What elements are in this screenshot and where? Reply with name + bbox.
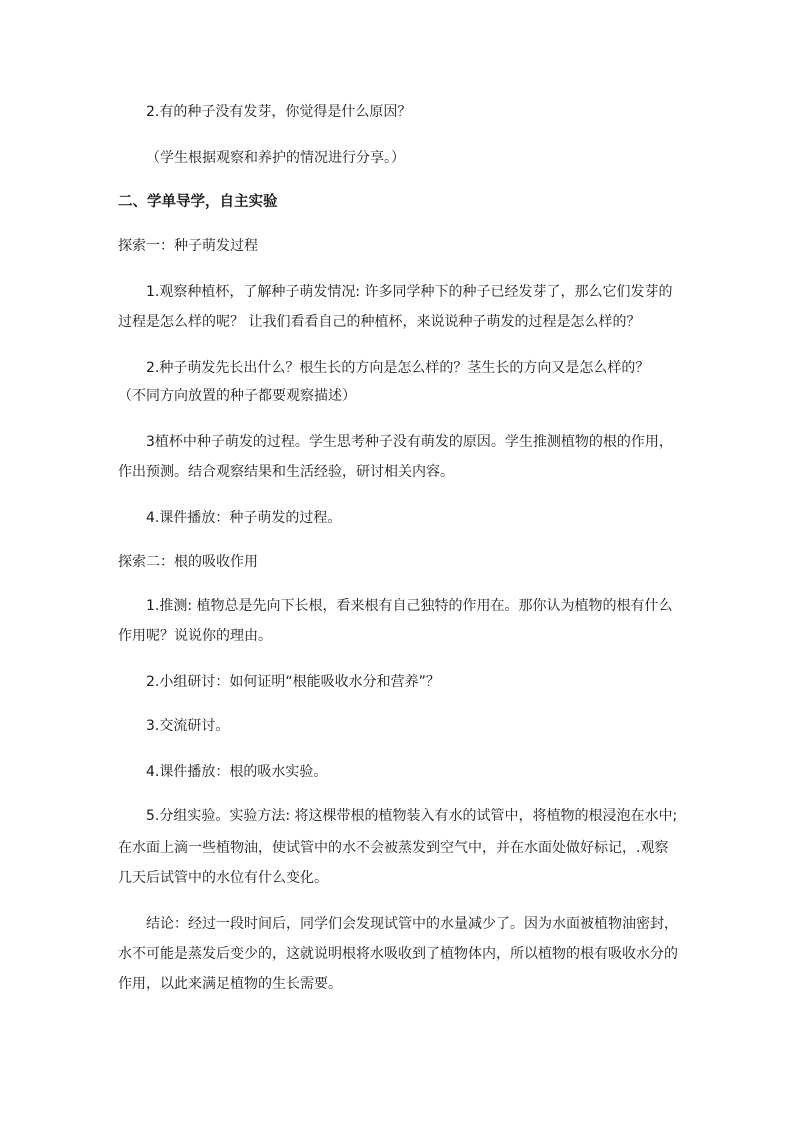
conclusion-line: 水不可能是蒸发后变少的，这就说明根将水吸收到了植物体内，所以植物的根有吸收水分的 — [118, 946, 678, 962]
paragraph-line: 2.种子萌发先长出什么？根生长的方向是怎么样的？茎生长的方向又是怎么样的？ — [146, 360, 650, 376]
conclusion-line: 结论：经过一段时间后，同学们会发现试管中的水量减少了。因为水面被植物油密封， — [146, 916, 678, 932]
exploration-title: 探索二：根的吸收作用 — [118, 554, 258, 570]
paragraph-line: 4.课件播放：根的吸水实验。 — [146, 764, 328, 780]
paragraph-line: 1.推测: 植物总是先向下长根，看来根有自己独特的作用在。那你认为植物的根有什么 — [146, 598, 673, 614]
note-line: （学生根据观察和养护的情况进行分享。） — [146, 150, 405, 166]
paragraph-line: （不同方向放置的种子都要观察描述） — [118, 388, 356, 404]
conclusion-line: 作用，以此来满足植物的生长需要。 — [118, 976, 342, 992]
paragraph-line: 3植杯中种子萌发的过程。学生思考种子没有萌发的原因。学生推测植物的根的作用， — [146, 434, 673, 450]
paragraph-line: 作出预测。结合观察结果和生活经验，研讨相关内容。 — [118, 464, 454, 480]
exploration-title: 探索一：种子萌发过程 — [118, 238, 258, 254]
paragraph-line: 5.分组实验。实验方法: 将这棵带根的植物装入有水的试管中，将植物的根浸泡在水中; — [146, 808, 678, 824]
section-heading: 二、学单导学，自主实验 — [118, 194, 278, 210]
paragraph-line: 几天后试管中的水位有什么变化。 — [118, 870, 328, 886]
paragraph-line: 作用呢？说说你的理由。 — [118, 628, 272, 644]
paragraph-line: 3.交流研讨。 — [146, 718, 230, 734]
paragraph-line: 4.课件播放：种子萌发的过程。 — [146, 510, 342, 526]
question-line: 2.有的种子没有发芽，你觉得是什么原因？ — [146, 104, 412, 120]
paragraph-line: 2.小组研讨：如何证明“根能吸收水分和营养”？ — [146, 674, 440, 690]
paragraph-line: 过程是怎么样的呢？ 让我们看看自己的种植杯，来说说种子萌发的过程是怎么样的？ — [118, 314, 641, 330]
paragraph-line: 在水面上滴一些植物油，使试管中的水不会被蒸发到空气中，并在水面处做好标记，.观察 — [118, 840, 669, 856]
paragraph-line: 1.观察种植杯，了解种子萌发情况: 许多同学种下的种子已经发芽了，那么它们发芽的 — [146, 284, 673, 300]
